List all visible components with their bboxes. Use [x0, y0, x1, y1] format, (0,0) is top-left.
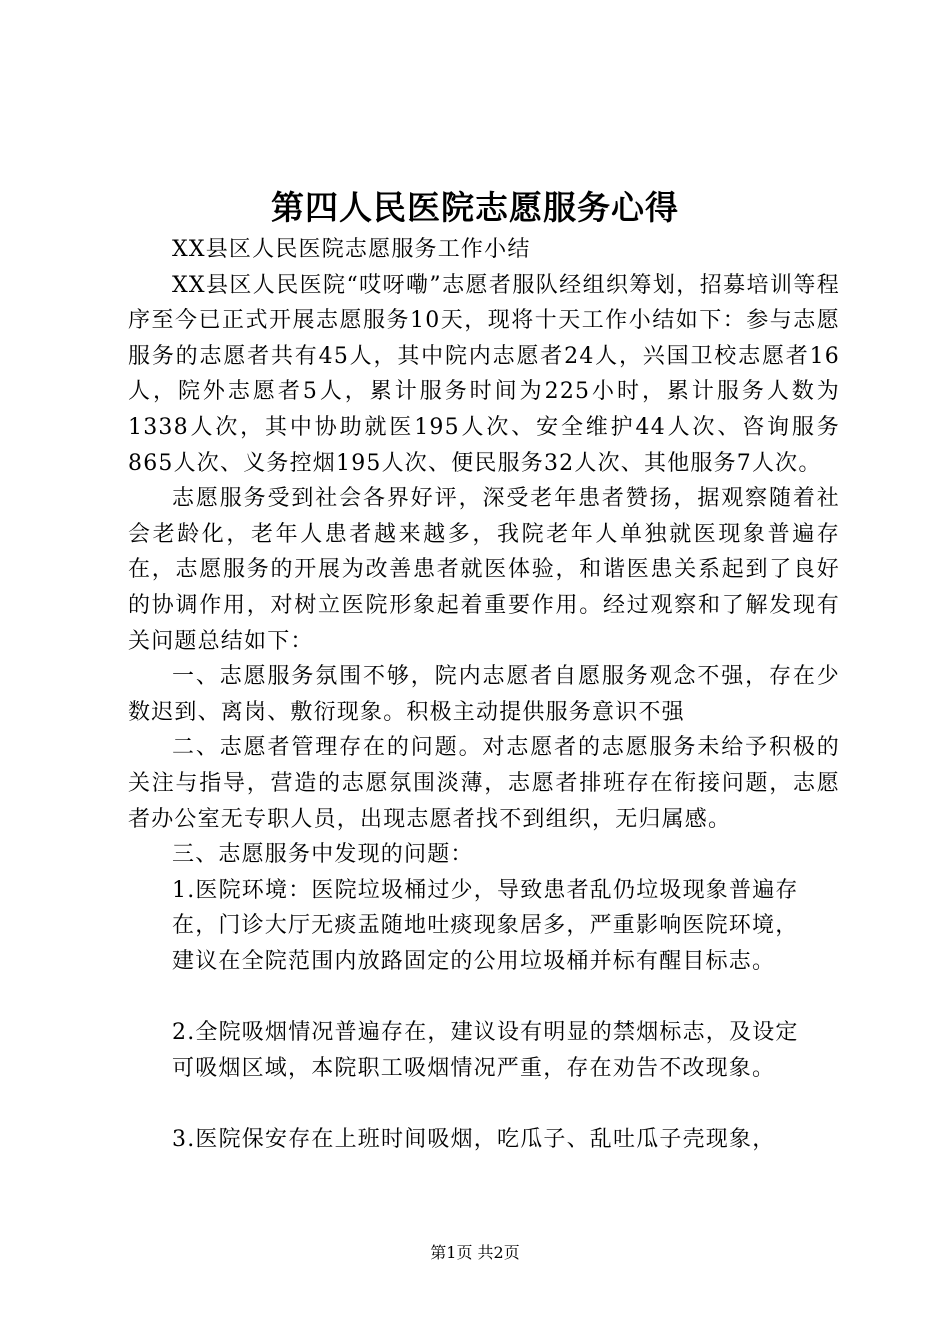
paragraph-item-2-line-1: 2.全院吸烟情况普遍存在，建议设有明显的禁烟标志，及设定: [172, 1020, 799, 1046]
blank-line: [128, 979, 840, 1015]
paragraph-item-1-line-2: 在，门诊大厅无痰盂随地吐痰现象居多，严重影响医院环境，: [172, 913, 799, 939]
blank-line: [128, 1086, 840, 1122]
paragraph-item-1-line-1: 1.医院环境：医院垃圾桶过少，导致患者乱仍垃圾现象普遍存: [172, 877, 799, 903]
paragraph-issue-1: 一、志愿服务氛围不够，院内志愿者自愿服务观念不强，存在少数迟到、离岗、敷衍现象。积极主动提供服务意识不强: [128, 664, 840, 725]
page-footer: 第1页 共2页: [430, 1243, 520, 1262]
paragraph-summary: XX县区人民医院“哎呀嘞”志愿者服队经组织筹划，招募培训等程序至今已正式开展志愿服务10天，现将十天工作小结如下：参与志愿服务的志愿者共有45人，其中院内志愿者24人，兴国卫校志愿者16人，院外志愿者5人，累计服务时间为225小时，累计服务人数为1338人次，其中协助就医195人次、安全维护44人次、咨询服务865人次、义务控烟195人次、便民服务32人次、其他服务7人次。: [128, 272, 840, 476]
paragraph-issue-2: 二、志愿者管理存在的问题。对志愿者的志愿服务未给予积极的关注与指导，营造的志愿氛围淡薄，志愿者排班存在衔接问题，志愿者办公室无专职人员，出现志愿者找不到组织，无归属感。: [128, 735, 840, 832]
paragraph-item-3-line-1: 3.医院保安存在上班时间吸烟，吃瓜子、乱吐瓜子壳现象，: [172, 1126, 776, 1152]
document-title: 第四人民医院志愿服务心得: [271, 188, 679, 227]
paragraph-issue-3-heading: 三、志愿服务中发现的问题：: [172, 842, 474, 868]
paragraph-item-2-line-2: 可吸烟区域，本院职工吸烟情况严重，存在劝告不改现象。: [172, 1055, 776, 1081]
paragraph-subtitle: XX县区人民医院志愿服务工作小结: [172, 237, 531, 262]
paragraph-feedback: 志愿服务受到社会各界好评，深受老年患者赞扬，据观察随着社会老龄化，老年人患者越来越多，我院老年人单独就医现象普遍存在，志愿服务的开展为改善患者就医体验，和谐医患关系起到了良好的协调作用，对树立医院形象起着重要作用。经过观察和了解发现有关问题总结如下：: [128, 486, 840, 654]
paragraph-item-1-line-3: 建议在全院范围内放路固定的公用垃圾桶并标有醒目标志。: [172, 948, 776, 974]
document-body: [128, 232, 840, 1157]
